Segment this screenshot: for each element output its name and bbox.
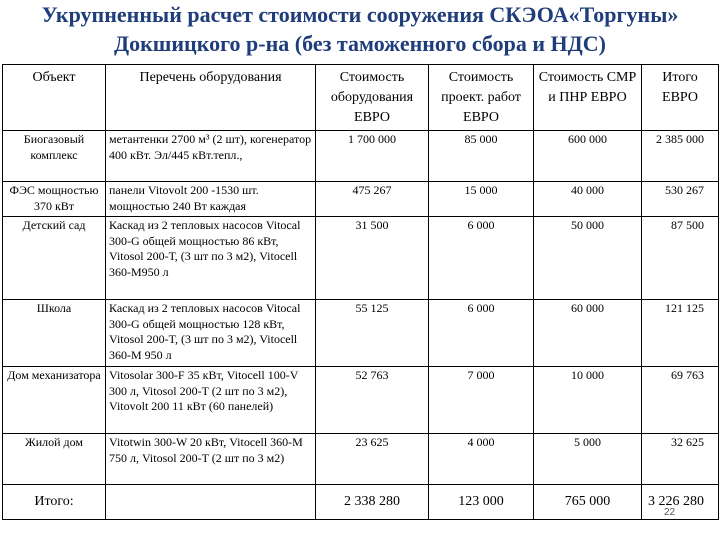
cell-object: Детский сад — [3, 217, 106, 300]
cell-equip-cost: 31 500 — [316, 217, 429, 300]
cell-total: 87 500 — [642, 217, 719, 300]
cell-total: 2 385 000 — [642, 131, 719, 182]
cell-design-cost: 6 000 — [429, 217, 534, 300]
cell-object: ФЭС мощностью 370 кВт — [3, 182, 106, 217]
grand-total: 3 226 280 — [642, 485, 719, 520]
header-design-cost: Стоимость проект. работ ЕВРО — [429, 65, 534, 131]
header-row — [3, 65, 719, 131]
cell-equipment: Vitosolar 300-F 35 кВт, Vitocell 100-V 300 л, Vitosol 200-T (2 шт по 3 м2), Vitovolt 200 11 кВт (60 панелей) — [106, 367, 316, 434]
cell-equip-cost: 475 267 — [316, 182, 429, 217]
page-number: 22 — [664, 507, 676, 518]
total-equip-cost: 2 338 280 — [316, 485, 429, 520]
cell-equip-cost: 23 625 — [316, 434, 429, 485]
cell-total: 32 625 — [642, 434, 719, 485]
cost-table — [2, 64, 719, 520]
table-row — [3, 434, 719, 485]
table-row — [3, 217, 719, 300]
cell-smr-cost: 10 000 — [534, 367, 642, 434]
title-line-2: Докшицкого р-на (без таможенного сбора и НДС) — [113, 31, 606, 56]
total-equipment-empty — [106, 485, 316, 520]
cell-equip-cost: 1 700 000 — [316, 131, 429, 182]
cell-equipment: Каскад из 2 тепловых насосов Vitocal 300-G общей мощностью 86 кВт, Vitosol 200-Т, (3 шт по 3 м2), Vitocell 360-M950 л — [106, 217, 316, 300]
cell-smr-cost: 50 000 — [534, 217, 642, 300]
cell-smr-cost: 60 000 — [534, 300, 642, 367]
cell-equipment: Каскад из 2 тепловых насосов Vitocal 300-G общей мощностью 128 кВт, Vitosol 200-T, (3 шт по 3 м2), Vitocell 360-M 950 л — [106, 300, 316, 367]
cell-design-cost: 4 000 — [429, 434, 534, 485]
cell-total: 530 267 — [642, 182, 719, 217]
total-design-cost: 123 000 — [429, 485, 534, 520]
cell-equipment: панели Vitovolt 200 -1530 шт. мощностью 240 Вт каждая — [106, 182, 316, 217]
title-line-1: Укрупненный расчет стоимости сооружения СКЭОА«Торгуны» — [41, 2, 679, 27]
header-smr-cost: Стоимость СМР и ПНР ЕВРО — [534, 65, 642, 131]
cell-equipment: Vitotwin 300-W 20 кВт, Vitocell 360-M 750 л, Vitosol 200-T (2 шт по 3 м2) — [106, 434, 316, 485]
total-smr-cost: 765 000 — [534, 485, 642, 520]
cell-object: Дом механизатора — [3, 367, 106, 434]
cell-smr-cost: 600 000 — [534, 131, 642, 182]
cell-object: Биогазовый комплекс — [3, 131, 106, 182]
cell-smr-cost: 40 000 — [534, 182, 642, 217]
header-equipment: Перечень оборудования — [106, 65, 316, 131]
cell-design-cost: 6 000 — [429, 300, 534, 367]
cell-object: Жилой дом — [3, 434, 106, 485]
table-row — [3, 182, 719, 217]
total-row — [3, 485, 719, 520]
cell-equip-cost: 55 125 — [316, 300, 429, 367]
cell-equipment: метантенки 2700 м³ (2 шт), когенератор 400 кВт. Эл/445 кВт.тепл., — [106, 131, 316, 182]
cell-smr-cost: 5 000 — [534, 434, 642, 485]
header-total: Итого ЕВРО — [642, 65, 719, 131]
table-row — [3, 300, 719, 367]
page-title — [0, 0, 720, 58]
cell-equip-cost: 52 763 — [316, 367, 429, 434]
table-row — [3, 131, 719, 182]
header-equip-cost: Стоимость оборудования ЕВРО — [316, 65, 429, 131]
cell-design-cost: 15 000 — [429, 182, 534, 217]
header-object: Объект — [3, 65, 106, 131]
cell-design-cost: 7 000 — [429, 367, 534, 434]
cell-total: 121 125 — [642, 300, 719, 367]
total-label: Итого: — [3, 485, 106, 520]
cell-total: 69 763 — [642, 367, 719, 434]
cell-design-cost: 85 000 — [429, 131, 534, 182]
cell-object: Школа — [3, 300, 106, 367]
table-row — [3, 367, 719, 434]
